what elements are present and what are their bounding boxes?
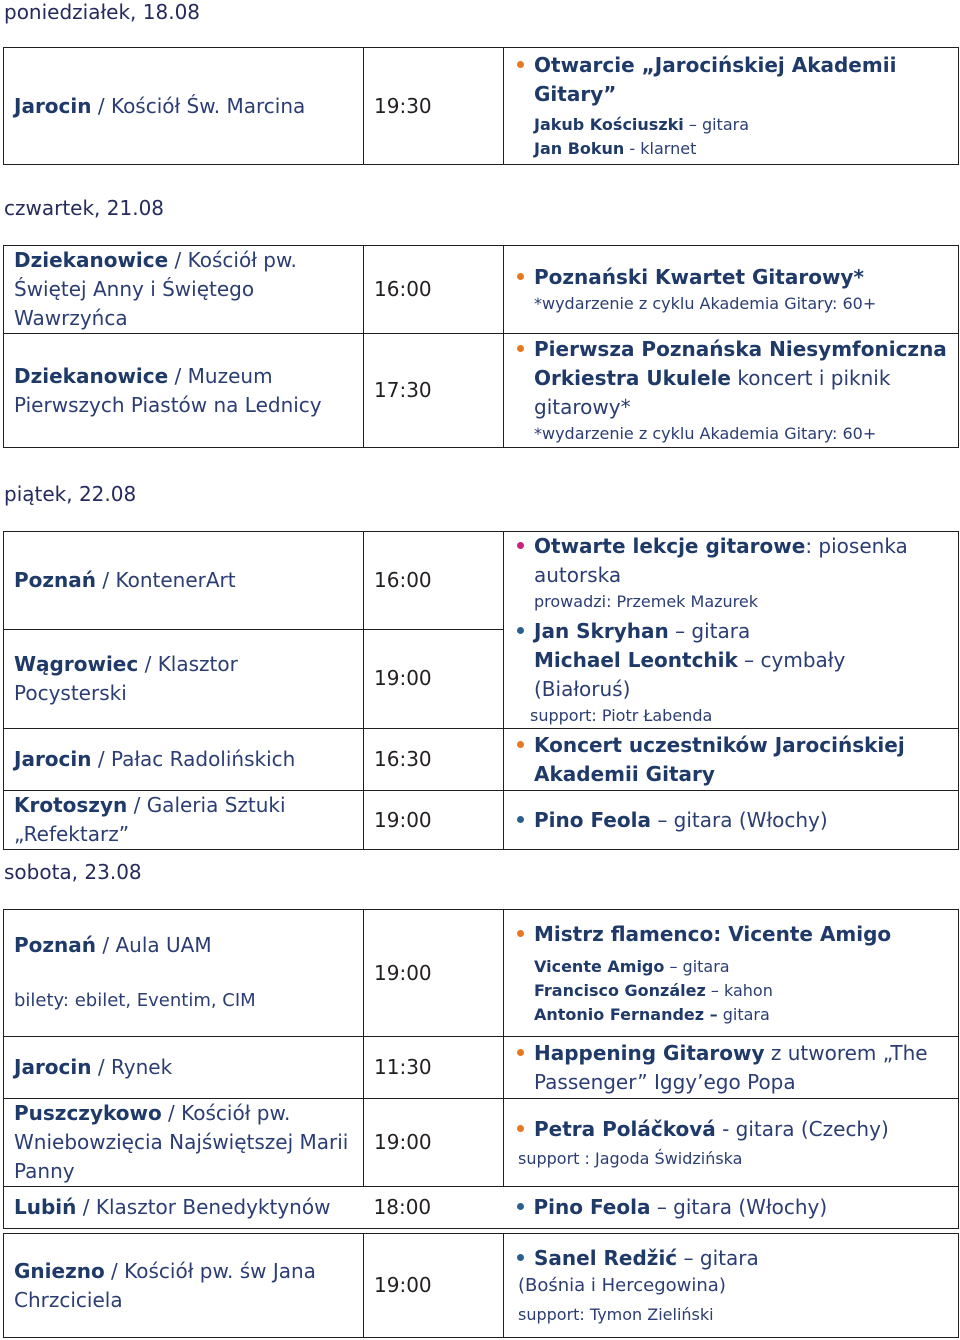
venue-cell: Wągrowiec / Klasztor Pocysterski <box>4 629 364 728</box>
day-header: sobota, 23.08 <box>4 860 142 884</box>
time-cell: 11:30 <box>364 1037 504 1099</box>
schedule-table <box>3 909 959 1229</box>
time-cell: 18:00 <box>364 1187 504 1229</box>
time-cell: 19:00 <box>364 1099 504 1187</box>
time-cell: 16:30 <box>364 729 504 791</box>
time-cell: 16:00 <box>364 532 504 630</box>
table-row <box>4 246 959 334</box>
bullet-icon <box>517 1049 524 1056</box>
schedule-table <box>3 531 959 850</box>
table-row <box>4 910 959 1037</box>
event-cell: Pino Feola – gitara (Włochy) <box>504 791 959 850</box>
bullet-icon <box>517 542 524 549</box>
bullet-icon <box>517 61 524 68</box>
schedule-table <box>3 245 959 448</box>
event-cell: Otwarte lekcje gitarowe: piosenka autorska prowadzi: Przemek Mazurek Jan Skryhan – gitara Michael Leontchik – cymbały (Białoruś) support: Piotr Łabenda <box>504 532 959 729</box>
time-cell: 19:00 <box>364 629 504 728</box>
time-cell: 19:00 <box>364 910 504 1037</box>
table-row <box>4 532 959 630</box>
venue-cell: Gniezno / Kościół pw. św Jana Chrzciciela <box>4 1234 364 1338</box>
table-row <box>4 1187 959 1229</box>
event-cell: Pino Feola – gitara (Włochy) <box>504 1187 959 1229</box>
table-row <box>4 729 959 791</box>
venue-cell: Poznań / Aula UAM bilety: ebilet, Eventim, CIM <box>4 910 364 1037</box>
event-cell: Happening Gitarowy z utworem „The Passenger” Iggy’ego Popa <box>504 1037 959 1099</box>
venue-cell: Jarocin / Kościół Św. Marcina <box>4 48 364 165</box>
table-row <box>4 334 959 448</box>
venue-cell: Lubiń / Klasztor Benedyktynów <box>4 1187 364 1229</box>
schedule-table <box>3 1233 959 1338</box>
venue-cell: Puszczykowo / Kościół pw. Wniebowzięcia Najświętszej Marii Panny <box>4 1099 364 1187</box>
venue-cell: Jarocin / Pałac Radolińskich <box>4 729 364 791</box>
time-cell: 19:00 <box>364 791 504 850</box>
bullet-icon <box>517 273 524 280</box>
event-cell: Mistrz flamenco: Vicente Amigo Vicente Amigo – gitara Francisco González – kahon Antonio Fernandez – gitara <box>504 910 959 1037</box>
event-cell: Petra Poláčková - gitara (Czechy) support : Jagoda Świdzińska <box>504 1099 959 1187</box>
venue-cell: Poznań / KontenerArt <box>4 532 364 630</box>
bullet-icon <box>517 1203 524 1210</box>
time-cell: 19:30 <box>364 48 504 165</box>
event-cell: Otwarcie „Jarocińskiej Akademii Gitary” Jakub Kościuszki – gitara Jan Bokun - klarnet <box>504 48 959 165</box>
table-row <box>4 791 959 850</box>
table-row <box>4 48 959 165</box>
venue-cell: Dziekanowice / Muzeum Pierwszych Piastów na Lednicy <box>4 334 364 448</box>
table-row <box>4 1037 959 1099</box>
schedule-table <box>3 47 959 165</box>
bullet-icon <box>517 1254 524 1261</box>
table-row <box>4 1234 959 1338</box>
time-cell: 16:00 <box>364 246 504 334</box>
time-cell: 19:00 <box>364 1234 504 1338</box>
time-cell: 17:30 <box>364 334 504 448</box>
event-cell: Pierwsza Poznańska Niesymfoniczna Orkiestra Ukulele koncert i piknik gitarowy* *wydarzenie z cyklu Akademia Gitary: 60+ <box>504 334 959 448</box>
day-header: piątek, 22.08 <box>4 482 137 506</box>
tickets-info: bilety: ebilet, Eventim, CIM <box>14 990 256 1011</box>
event-cell: Koncert uczestników Jarocińskiej Akademii Gitary <box>504 729 959 791</box>
bullet-icon <box>517 627 524 634</box>
event-cell: Sanel Redžić – gitara (Bośnia i Hercegowina) support: Tymon Zieliński <box>504 1234 959 1338</box>
bullet-icon <box>517 345 524 352</box>
venue-cell: Krotoszyn / Galeria Sztuki „Refektarz” <box>4 791 364 850</box>
day-header: poniedziałek, 18.08 <box>4 0 201 24</box>
venue-cell: Dziekanowice / Kościół pw. Świętej Anny i Świętego Wawrzyńca <box>4 246 364 334</box>
event-cell: Poznański Kwartet Gitarowy* *wydarzenie z cyklu Akademia Gitary: 60+ <box>504 246 959 334</box>
bullet-icon <box>517 741 524 748</box>
bullet-icon <box>517 1125 524 1132</box>
venue-cell: Jarocin / Rynek <box>4 1037 364 1099</box>
bullet-icon <box>517 930 524 937</box>
table-row <box>4 1099 959 1187</box>
day-header: czwartek, 21.08 <box>4 196 165 220</box>
bullet-icon <box>517 816 524 823</box>
